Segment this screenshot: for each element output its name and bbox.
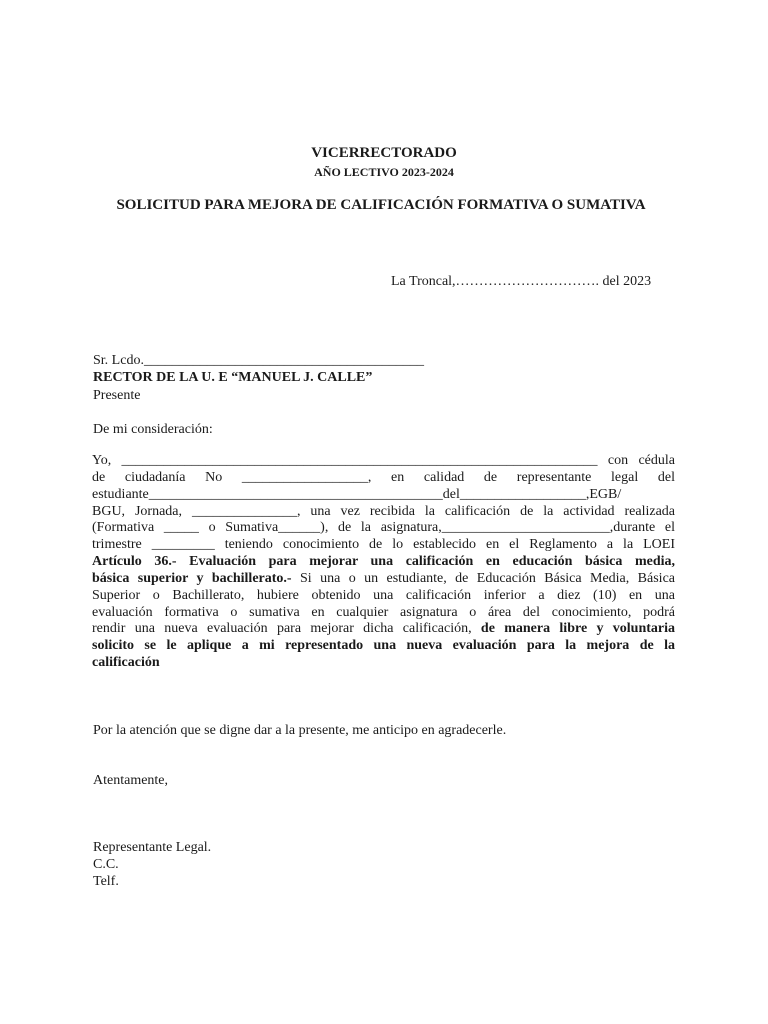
request-phrase: de manera libre y voluntaria [480,621,676,637]
body-line: trimestre _________ teniendo conocimiento de lo establecido en el Reglamento a la LOEI [92,537,675,553]
addressee-salutation: Sr. Lcdo.________________________________________ [93,353,424,368]
body-line: Yo, ____________________________________________________________________ con cédula [92,453,675,468]
greeting: De mi consideración: [93,422,213,437]
article-line: evaluación formativa o sumativa en cualquier asignatura o área del conocimiento, podrá [92,604,675,620]
request-body [92,453,675,672]
article-line [92,621,675,638]
article-line: Superior o Bachillerato, hubiere obtenido una calificación inferior a diez (10) en una [92,587,675,603]
school-year: AÑO LECTIVO 2023-2024 [314,165,454,179]
addressee-presente: Presente [93,388,141,403]
request-subject: SOLICITUD PARA MEJORA DE CALIFICACIÓN FORMATIVA O SUMATIVA [116,197,646,213]
body-line: estudiante__________________________________________del__________________,EGB/ [92,486,622,502]
signature-role: Representante Legal. [93,840,212,855]
request-line: calificación [92,655,160,671]
farewell: Atentamente, [93,773,169,788]
date-line: La Troncal,…………………………. del 2023 [391,274,652,289]
body-line: de ciudadanía No __________________, en calidad de representante legal del [92,469,675,485]
document-title: VICERRECTORADO [311,145,457,161]
request-line: solicito se le aplique a mi representado una nueva evaluación para la mejora de la [92,638,675,654]
closing-sentence: Por la atención que se digne dar a la presente, me anticipo en agradecerle. [93,723,507,738]
article-text: rendir una nueva evaluación para mejorar dicha calificación, [92,621,481,637]
addressee-title: RECTOR DE LA U. E “MANUEL J. CALLE” [93,370,373,385]
article-text: Si una o un estudiante, de Educación Básica Media, Básica [291,570,675,586]
article-line [92,571,675,588]
article-heading-cont: básica superior y bachillerato.- [92,570,292,586]
body-line: BGU, Jornada, _______________, una vez recibida la calificación de la actividad realizada [92,503,675,519]
signature-phone: Telf. [93,874,119,889]
body-line: (Formativa _____ o Sumativa______), de la asignatura,________________________,durante el [92,520,675,536]
signature-id: C.C. [93,857,119,872]
article-heading: Artículo 36.- Evaluación para mejorar una calificación en educación básica media, [92,554,675,570]
